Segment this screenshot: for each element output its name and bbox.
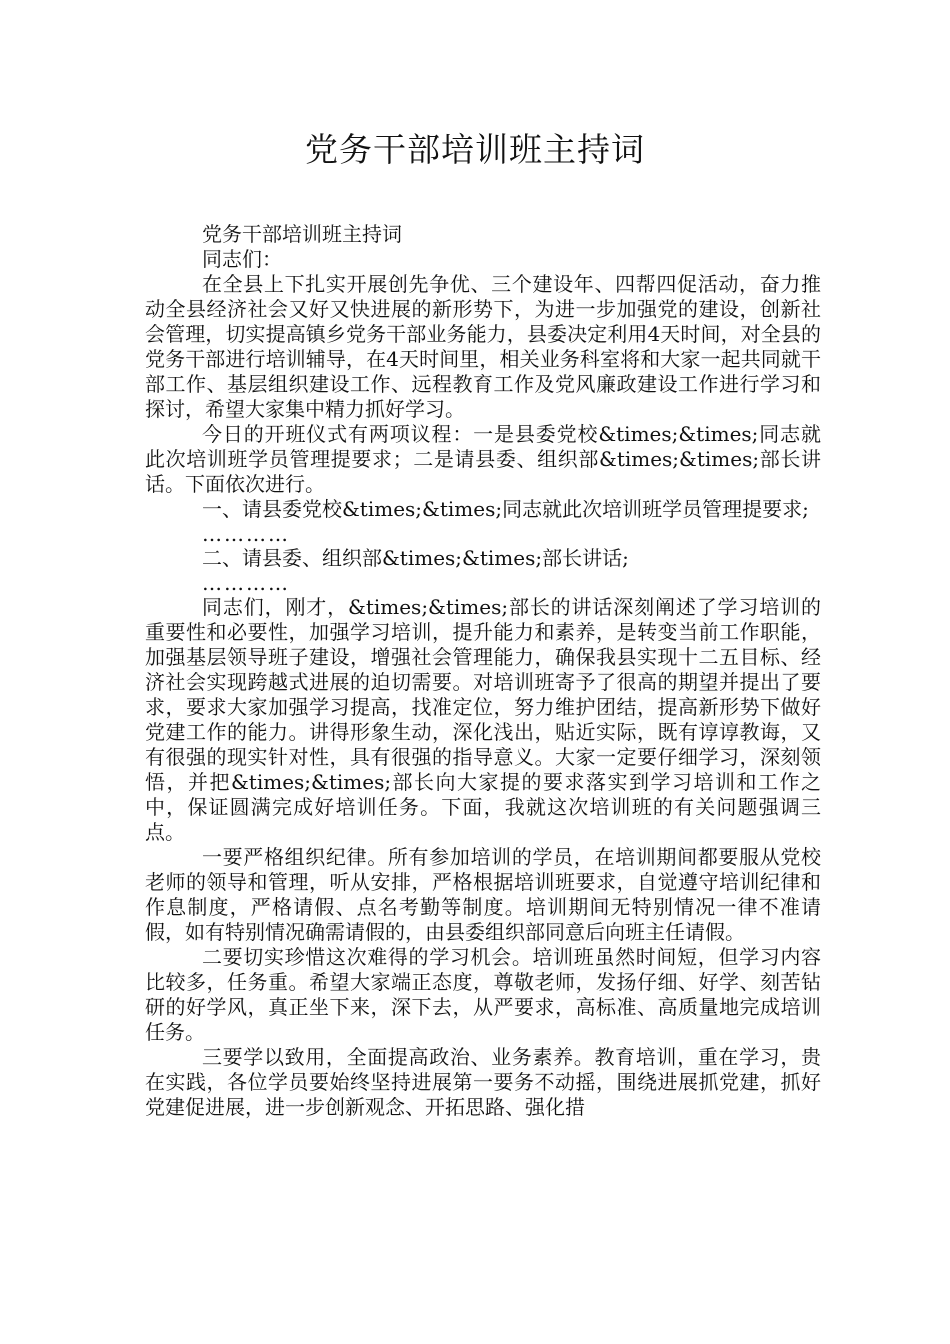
- agenda-item-2: 二、请县委、组织部&times;&times;部长讲话;: [202, 546, 629, 570]
- document-body: [145, 222, 821, 1120]
- ellipsis-line: …………: [202, 571, 290, 595]
- paragraph-agenda: 今日的开班仪式有两项议程：一是县委党校&times;&times;同志就此次培训班学员管理提要求；二是请县委、组织部&times;&times;部长讲话。下面依次进行。: [145, 422, 821, 496]
- paragraph-point-1: 一要严格组织纪律。所有参加培训的学员，在培训期间都要服从党校老师的领导和管理，听从安排，严格根据培训班要求，自觉遵守培训纪律和作息制度，严格请假、点名考勤等制度。培训期间无特别情况一律不准请假，如有特别情况确需请假的，由县委组织部同意后向班主任请假。: [145, 845, 821, 944]
- document-title: 党务干部培训班主持词: [305, 130, 645, 169]
- body-heading-line: 党务干部培训班主持词: [202, 222, 402, 246]
- paragraph-point-3: 三要学以致用，全面提高政治、业务素养。教育培训，重在学习，贵在实践，各位学员要始终坚持进展第一要务不动摇，围绕进展抓党建，抓好党建促进展，进一步创新观念、开拓思路、强化措: [145, 1045, 821, 1119]
- salutation: 同志们：: [202, 247, 282, 271]
- paragraph-point-2: 二要切实珍惜这次难得的学习机会。培训班虽然时间短，但学习内容比较多，任务重。希望大家端正态度，尊敬老师，发扬仔细、好学、刻苦钻研的好学风，真正坐下来，深下去，从严要求，高标准、高质量地完成培训任务。: [145, 945, 821, 1044]
- agenda-item-1: 一、请县委党校&times;&times;同志就此次培训班学员管理提要求;: [202, 497, 809, 521]
- ellipsis-line: …………: [202, 522, 290, 546]
- paragraph-intro: 在全县上下扎实开展创先争优、三个建设年、四帮四促活动，奋力推动全县经济社会又好又快进展的新形势下，为进一步加强党的建设，创新社会管理，切实提高镇乡党务干部业务能力，县委决定利用4天时间，对全县的党务干部进行培训辅导，在4天时间里，相关业务科室将和大家一起共同就干部工作、基层组织建设工作、远程教育工作及党风廉政建设工作进行学习和探讨，希望大家集中精力抓好学习。: [145, 272, 821, 421]
- paragraph-summary: 同志们，刚才，&times;&times;部长的讲话深刻阐述了学习培训的重要性和必要性，加强学习培训，提升能力和素养，是转变当前工作职能，加强基层领导班子建设，增强社会管理能力，确保我县实现十二五目标、经济社会实现跨越式进展的迫切需要。对培训班寄予了很高的期望并提出了要求，要求大家加强学习提高，找准定位，努力维护团结，提高新形势下做好党建工作的能力。讲得形象生动，深化浅出，贴近实际，既有谆谆教诲，又有很强的现实针对性，具有很强的指导意义。大家一定要仔细学习，深刻领悟，并把&times;&times;部长向大家提的要求落实到学习培训和工作之中，保证圆满完成好培训任务。下面，我就这次培训班的有关问题强调三点。: [145, 595, 821, 844]
